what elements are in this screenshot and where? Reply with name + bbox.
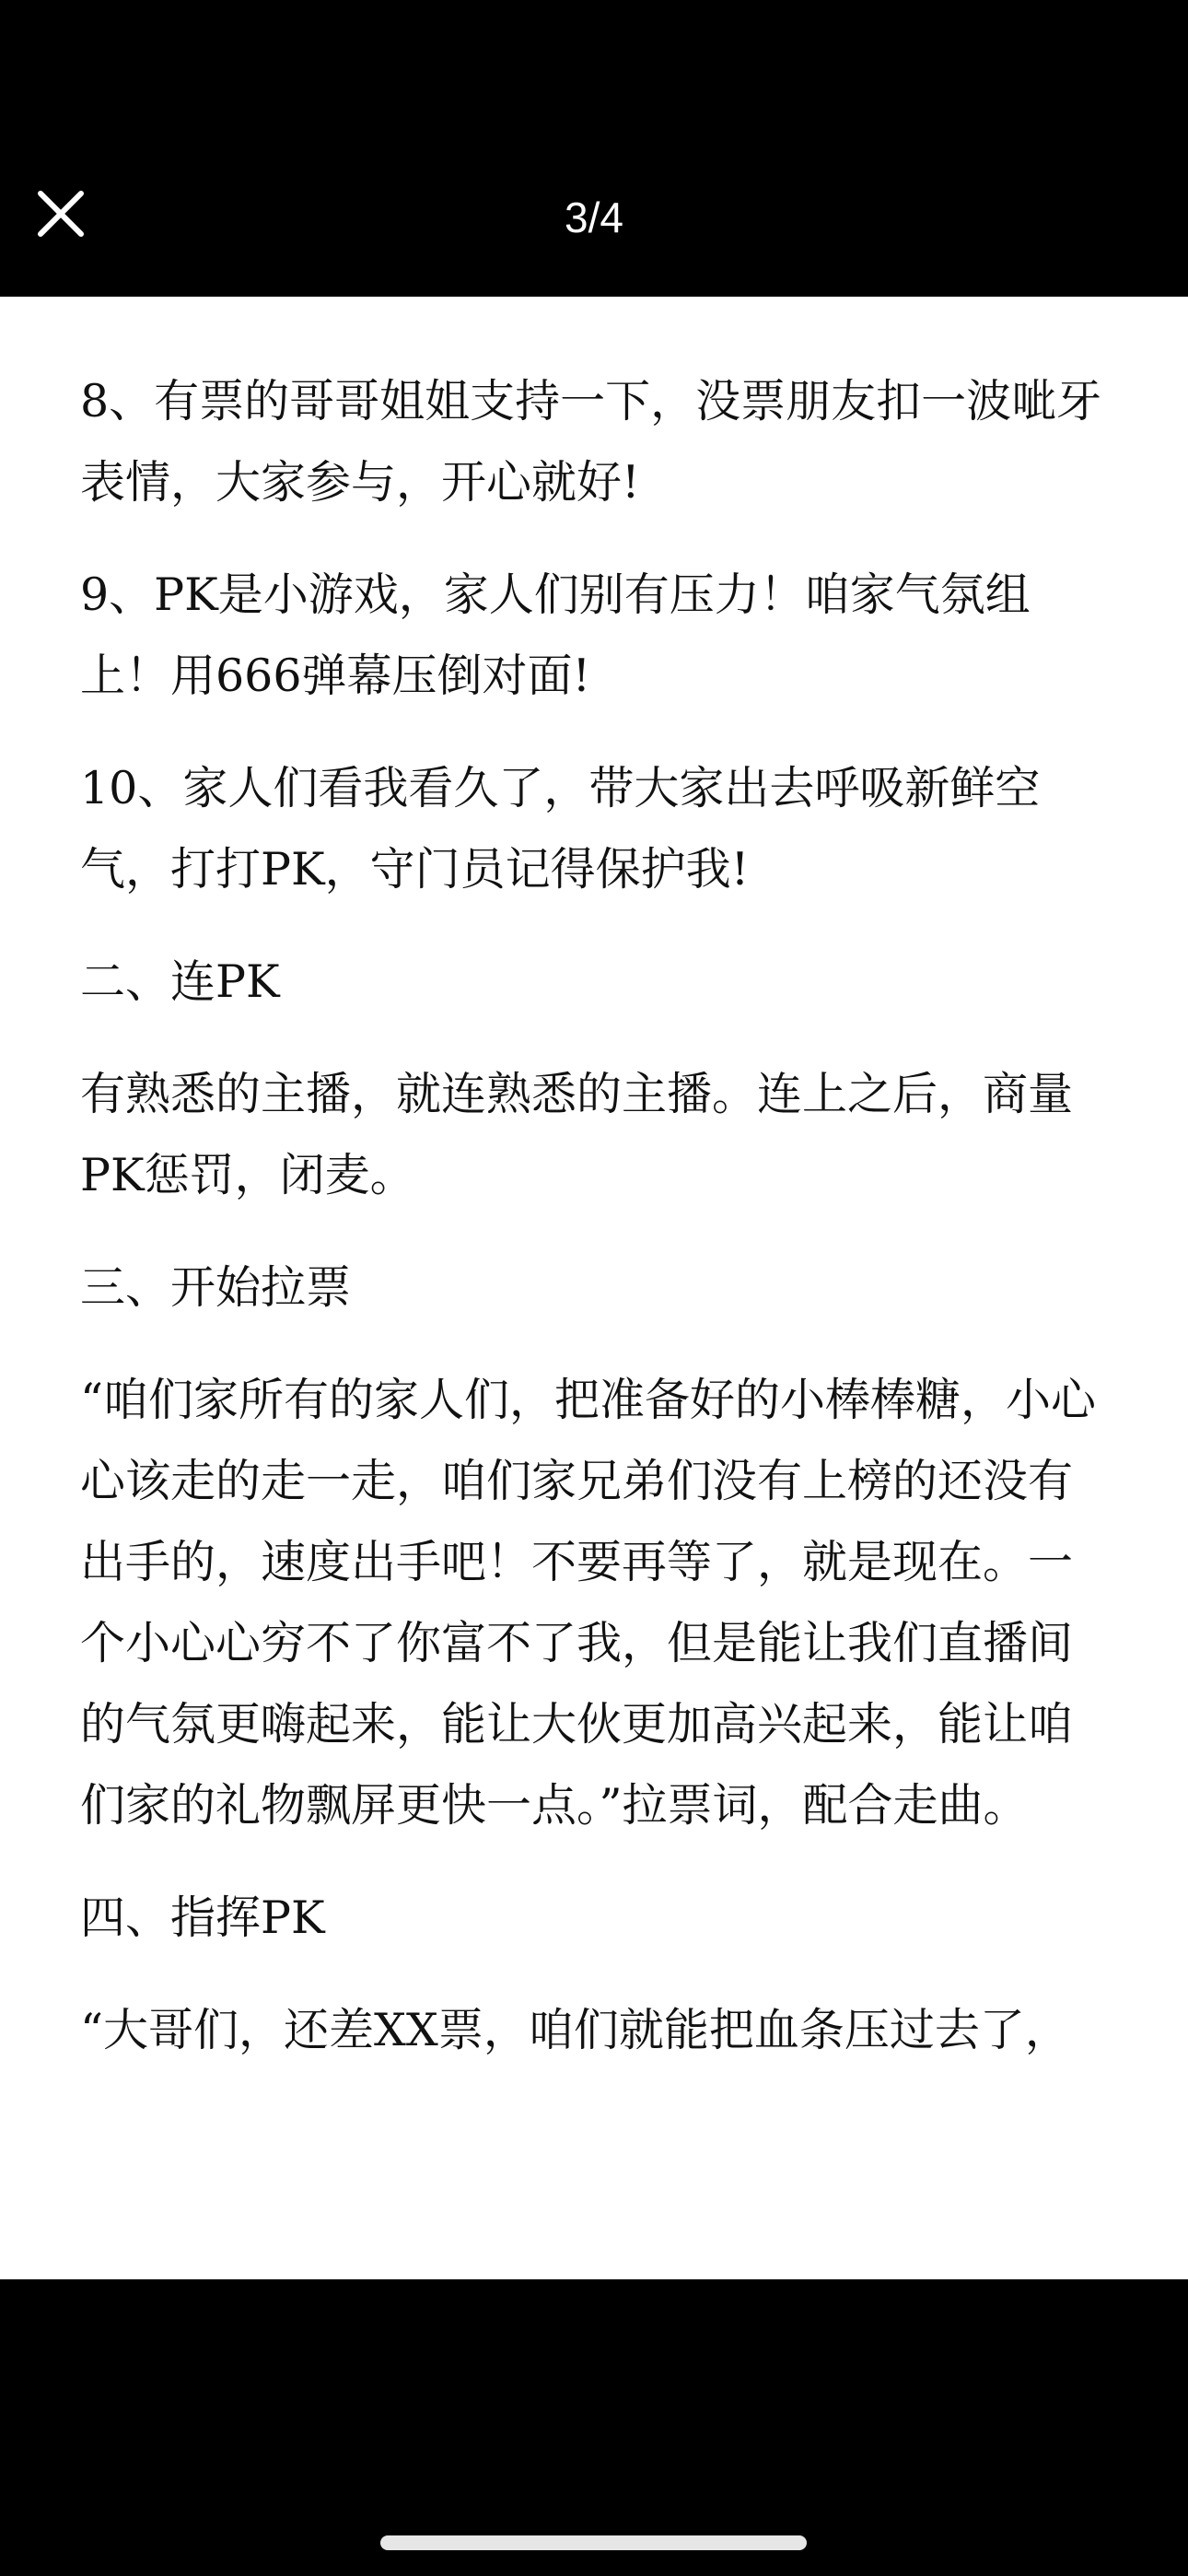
section-heading-connect-pk: 二、连PK	[80, 955, 280, 1008]
paragraph-item-10: 10、家人们看我看久了，带大家出去呼吸新鲜空气，打打PK，守门员记得保护我!	[80, 762, 1041, 896]
paragraph-item-8: 8、有票的哥哥姐姐支持一下，没票朋友扣一波呲牙表情，大家参与，开心就好!	[80, 375, 1102, 509]
home-indicator[interactable]	[380, 2535, 807, 2550]
paragraph-connect-pk: 有熟悉的主播，就连熟悉的主播。连上之后，商量PK惩罚，闭麦。	[80, 1068, 1074, 1201]
viewer-bottom-area	[0, 2279, 1188, 2576]
section-heading-start-voting: 三、开始拉票	[80, 1261, 352, 1314]
document-page[interactable]	[0, 297, 1188, 2279]
page-counter: 3/4	[565, 193, 623, 241]
paragraph-item-9: 9、PK是小游戏，家人们别有压力！咱家气氛组上！用666弹幕压倒对面!	[80, 568, 1031, 702]
section-heading-command-pk: 四、指挥PK	[80, 1891, 325, 1944]
paragraph-voting-script: “咱们家所有的家人们，把准备好的小棒棒糖，小心心该走的走一走，咱们家兄弟们没有上榜的还没有出手的，速度出手吧！不要再等了，就是现在。一个小心心穷不了你富不了我，但是能让我们直播间的气氛更嗨起来，能让大伙更加高兴起来，能让咱们家的礼物飘屏更快一点。”拉票词，配合走曲。	[80, 1374, 1097, 1832]
paragraph-command-pk: “大哥们，还差XX票，咱们就能把血条压过去了，	[80, 2004, 1070, 2056]
viewer-top-bar	[0, 0, 1188, 297]
article-body	[80, 361, 1112, 2102]
